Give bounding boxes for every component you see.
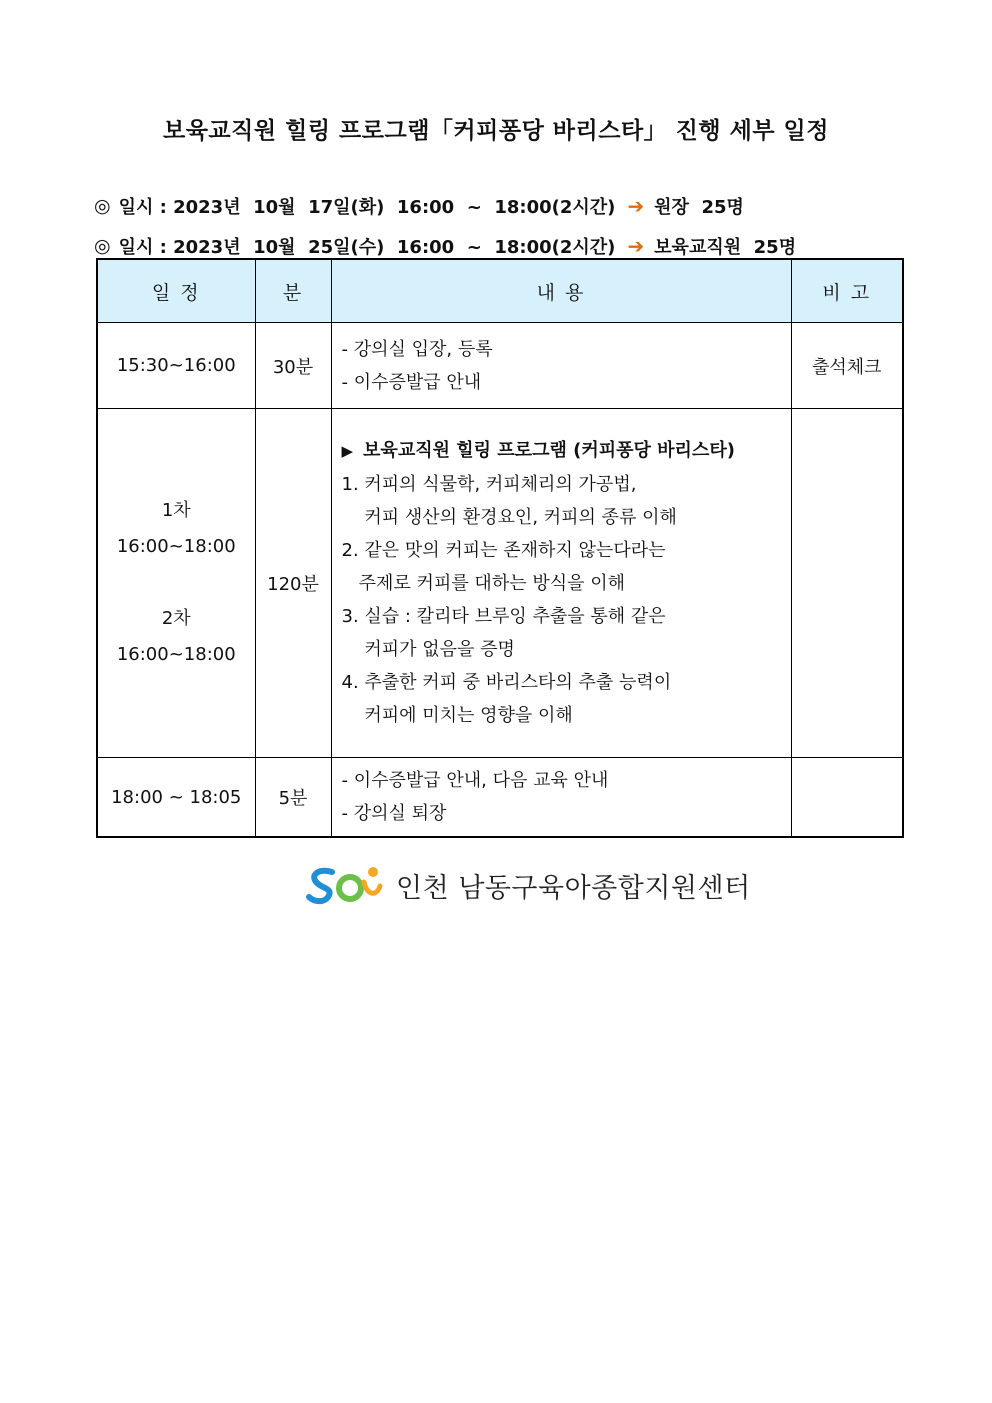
session-date-text: 일시 : 2023년 10월 17일(화) 16:00 ~ 18:00(2시간) [118,197,616,218]
table-row [97,758,903,838]
table-row [97,409,903,758]
double-circle-icon: ◎ [94,235,111,257]
header-minutes: 분 [255,259,331,323]
double-circle-icon: ◎ [94,195,111,217]
content-line: 커피 생산의 환경요인, 커피의 종류 이해 [341,507,677,528]
program-heading-text: 보육교직원 힐링 프로그램 (커피퐁당 바리스타) [363,440,735,461]
header-schedule: 일 정 [97,259,255,323]
content-line: 4. 추출한 커피 중 바리스타의 추출 능력이 [341,672,672,693]
content-line: 3. 실습 : 칼리타 브루잉 추출을 통해 같은 [341,606,666,627]
session-target-text: 보육교직원 25명 [654,237,797,258]
session-target-text: 원장 25명 [654,197,744,218]
content-line: 1. 커피의 식물학, 커피체리의 가공법, [341,474,637,495]
row-content [331,323,791,409]
content-line: 커피에 미치는 영향을 이해 [341,705,573,726]
header-note: 비 고 [791,259,903,323]
row-time: 15:30~16:00 [97,323,255,409]
row-note [791,758,903,838]
content-line: 2. 같은 맛의 커피는 존재하지 않는다라는 [341,540,666,561]
session-time: 16:00~18:00 [116,644,236,665]
content-line: 커피가 없음을 증명 [341,639,515,660]
arrow-right-icon: ➔ [627,194,645,218]
footer [306,862,751,908]
row-content [331,758,791,838]
center-logo-icon [306,864,384,906]
organization-name: 인천 남동구육아종합지원센터 [396,872,751,904]
table-row [97,323,903,409]
header-content: 내 용 [331,259,791,323]
table-header-row [97,259,903,323]
session-label: 1차 [161,500,191,521]
row-content [331,409,791,758]
session-info-2 [94,233,796,259]
row-minutes: 5분 [255,758,331,838]
row-time: 18:00 ~ 18:05 [97,758,255,838]
schedule-table [96,258,904,838]
row-note: 출석체크 [791,323,903,409]
content-line: - 이수증발급 안내, 다음 교육 안내 [341,770,609,791]
arrow-right-icon: ➔ [627,234,645,258]
session-date-text: 일시 : 2023년 10월 25일(수) 16:00 ~ 18:00(2시간) [118,237,616,258]
row-time [97,409,255,758]
session-time: 16:00~18:00 [116,536,236,557]
triangle-right-icon: ▶ [341,442,354,460]
content-line: - 강의실 입장, 등록 [341,338,493,360]
row-minutes: 30분 [255,323,331,409]
row-note [791,409,903,758]
content-line: - 이수증발급 안내 [341,371,482,393]
content-line: 주제로 커피를 대하는 방식을 이해 [341,573,625,594]
session-info-1 [94,193,744,219]
document-title: 보육교직원 힐링 프로그램「커피퐁당 바리스타」 진행 세부 일정 [163,118,829,144]
session-label: 2차 [161,608,191,629]
program-heading [342,434,781,468]
content-line: - 강의실 퇴장 [341,803,447,824]
row-minutes: 120분 [255,409,331,758]
